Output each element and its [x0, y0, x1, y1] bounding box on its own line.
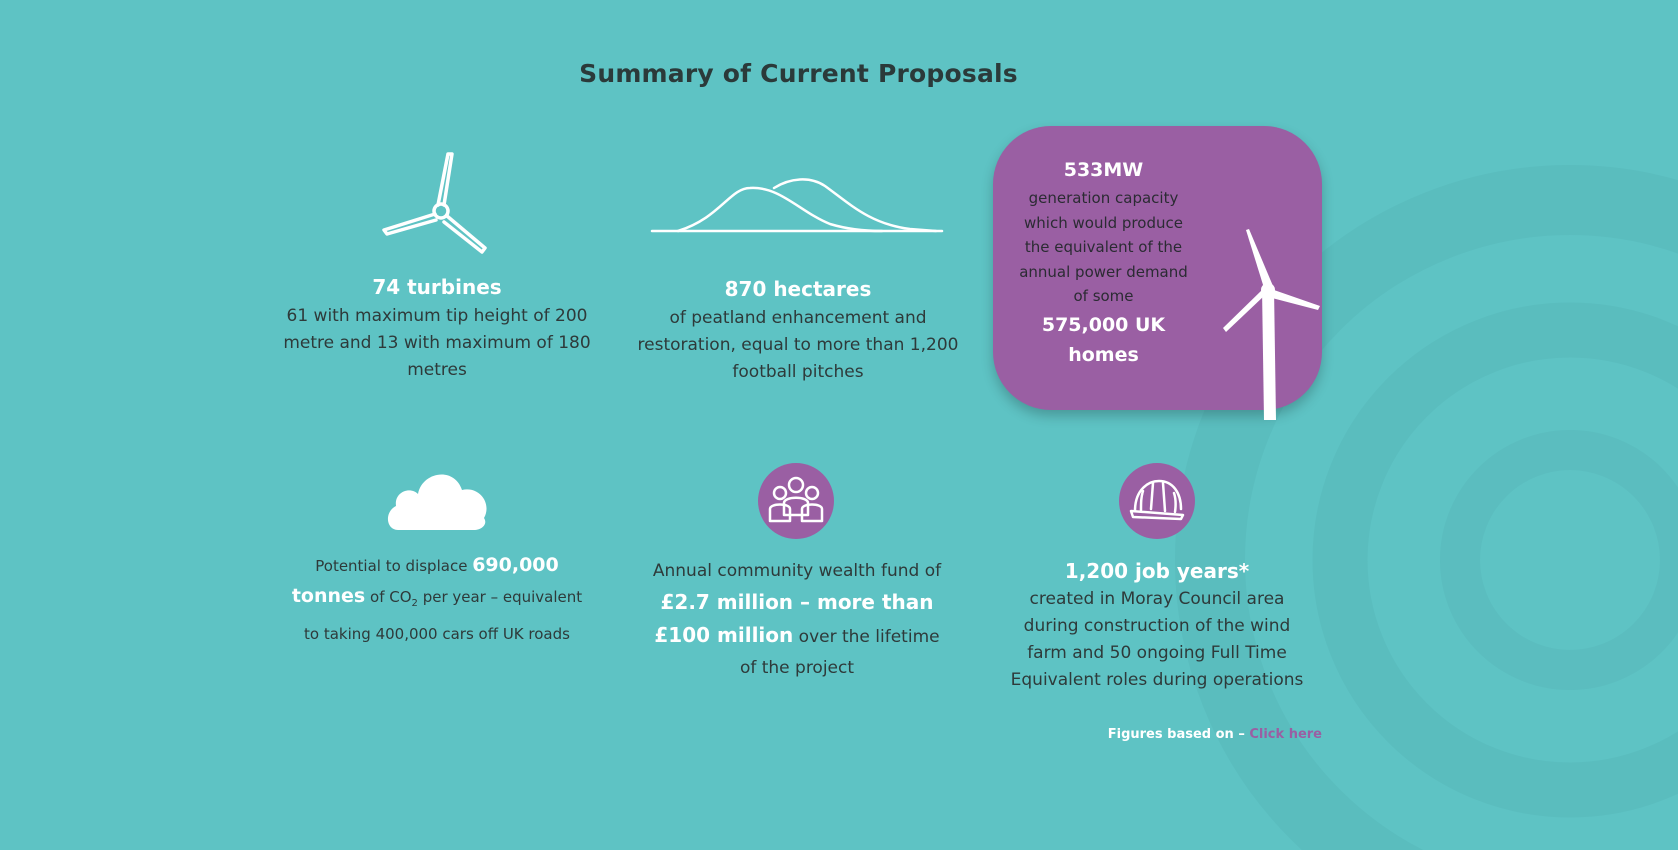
hard-hat-icon	[1119, 463, 1195, 539]
co2-mid-text: of CO	[370, 588, 412, 606]
peatland-headline: 870 hectares	[724, 277, 872, 301]
figures-note	[1000, 727, 1322, 742]
community-fund-amount: £2.7 million – more than £100 million	[654, 590, 934, 647]
turbines-description: 61 with maximum tip height of 200 metre and 13 with maximum of 180 metres	[283, 306, 591, 380]
co2-pre-text: Potential to displace	[315, 557, 468, 575]
community-pre-text: Annual community wealth fund of	[652, 561, 942, 581]
co2-tonnes: 690,000 tonnes	[291, 554, 559, 607]
capacity-card	[1015, 156, 1192, 370]
turbines-headline: 74 turbines	[372, 275, 502, 299]
jobs-card	[1004, 557, 1310, 694]
large-wind-turbine-icon	[1218, 228, 1322, 420]
community-card	[647, 556, 947, 684]
peatland-description: of peatland enhancement and restoration, equal to more than 1,200 football pitches	[637, 308, 959, 382]
turbines-card	[276, 273, 598, 384]
co2-post-text: per year – equivalent to taking 400,000 cars off UK roads	[304, 588, 583, 643]
community-description	[647, 556, 947, 684]
capacity-description: generation capacity which would produce the equivalent of the annual power demand of some	[1019, 189, 1188, 305]
wind-turbine-icon	[380, 148, 490, 256]
co2-description	[287, 550, 587, 649]
page-title: Summary of Current Proposals	[579, 58, 1018, 88]
jobs-description: created in Moray Council area during construction of the wind farm and 50 ongoing Full Time Equivalent roles during operations	[1010, 589, 1304, 690]
peatland-card	[637, 275, 959, 386]
community-post-text: over the lifetime of the project	[739, 627, 940, 678]
jobs-headline: 1,200 job years*	[1064, 559, 1250, 583]
figures-note-text: Figures based on –	[1107, 727, 1245, 742]
co2-card	[287, 550, 587, 649]
hills-icon	[650, 172, 944, 234]
capacity-homes: 575,000 UK homes	[1041, 313, 1166, 366]
capacity-headline: 533MW	[1063, 159, 1144, 181]
co2-subscript: 2	[411, 598, 418, 609]
cloud-icon	[384, 464, 490, 530]
people-group-icon	[758, 463, 834, 539]
figures-source-link[interactable]: Click here	[1249, 727, 1322, 742]
